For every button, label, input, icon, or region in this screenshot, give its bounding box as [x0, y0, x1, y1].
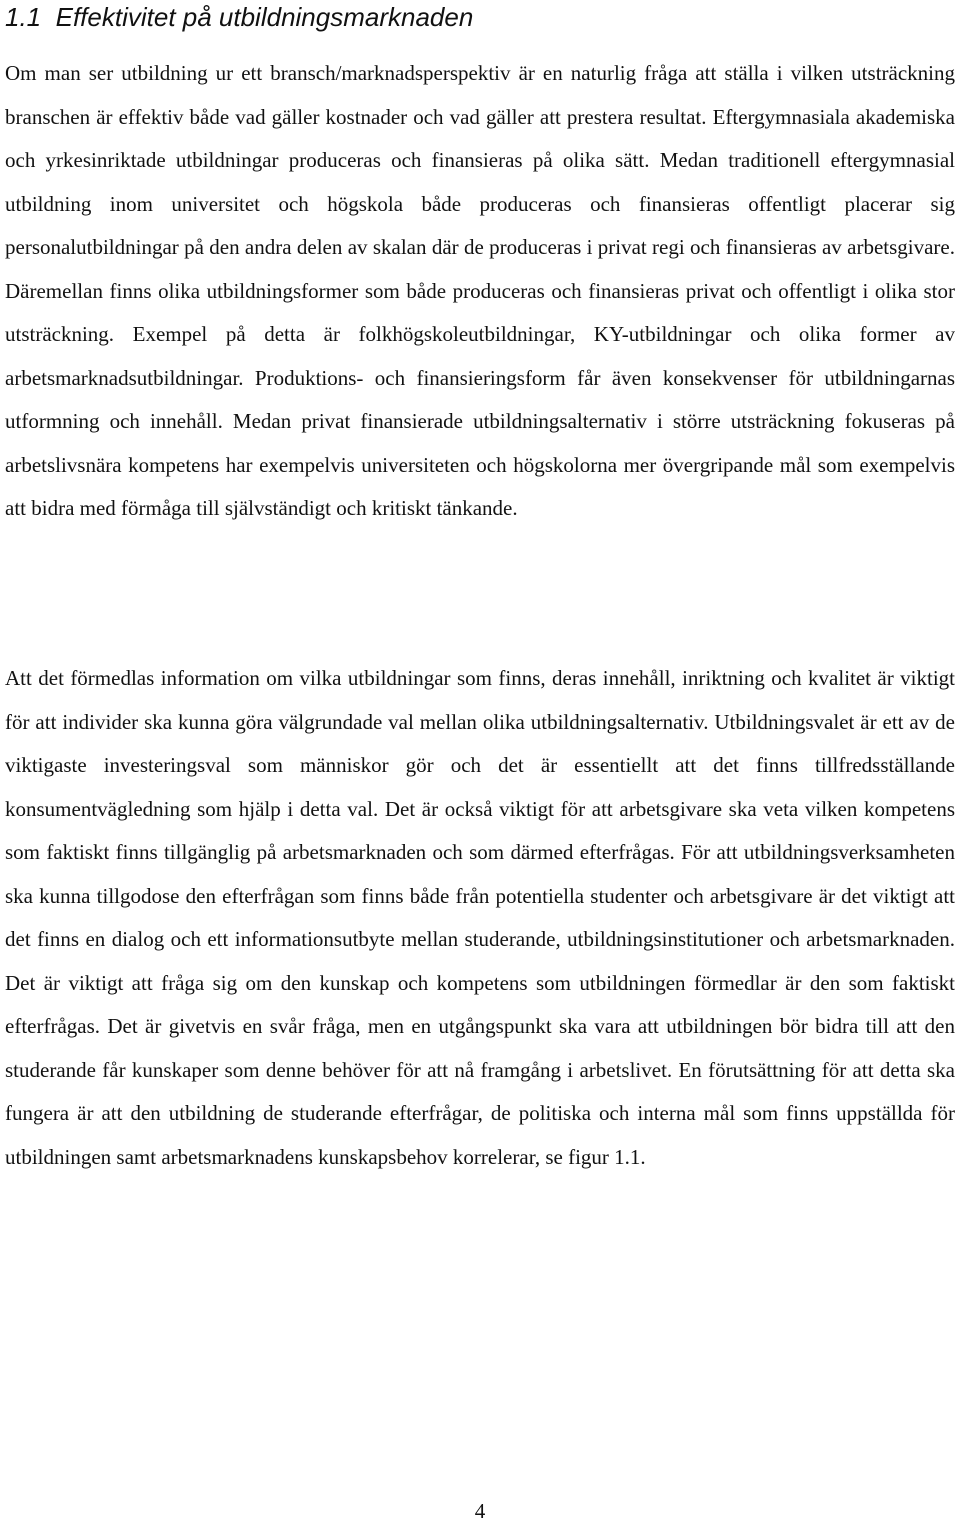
paragraph-1: Om man ser utbildning ur ett bransch/marknadsperspektiv är en naturlig fråga att ställa i vilken utsträckning branschen är effektiv både vad gäller kostnader och vad gäller att prestera resultat. Eftergymnasiala akademiska och yrkesinriktade utbildningar produceras och finansieras på olika sätt. Medan traditionell eftergymnasial utbildning inom universitet och högskola både produceras och finansieras offentligt placerar sig personalutbildningar på den andra delen av skalan där de produceras i privat regi och finansieras av arbetsgivare. Däremellan finns olika utbildningsformer som både produceras och finansieras privat och offentligt i olika stor utsträckning. Exempel på detta är folkhögskoleutbildningar, KY-utbildningar och olika former av arbetsmarknadsutbildningar. Produktions- och finansieringsform får även konsekvenser för utbildningarnas utformning och innehåll. Medan privat finansierade utbildningsalternativ i större utsträckning fokuseras på arbetslivsnära kompetens har exempelvis universiteten och högskolorna mer övergripande mål som exempelvis att bidra med förmåga till självständigt och kritiskt tänkande.	[5, 61, 955, 520]
section-heading	[5, 0, 473, 34]
page-number: 4	[474, 1499, 486, 1523]
paragraph-2: Att det förmedlas information om vilka utbildningar som finns, deras innehåll, inriktning och kvalitet är viktigt för att individer ska kunna göra välgrundade val mellan olika utbildningsalternativ. Utbildningsvalet är ett av de viktigaste investeringsval som människor gör och det är essentiellt att det finns tillfredsställande konsumentvägledning som hjälp i detta val. Det är också viktigt för att arbetsgivare ska veta vilken kompetens som faktiskt finns tillgänglig på arbetsmarknaden och som därmed efterfrågas. För att utbildningsverksamheten ska kunna tillgodose den efterfrågan som finns både från potentiella studenter och arbetsgivare är det viktigt att det finns en dialog och ett informationsutbyte mellan studerande, utbildningsinstitutioner och arbetsmarknaden. Det är viktigt att fråga sig om den kunskap och kompetens som utbildningen förmedlar är den som faktiskt efterfrågas. Det är givetvis en svår fråga, men en utgångspunkt ska vara att utbildningen bör bidra till att den studerande får kunskaper som denne behöver för att nå framgång i arbetslivet. En förutsättning för att detta ska fungera är att den utbildning de studerande efterfrågar, de politiska och interna mål som finns uppställda för utbildningen samt arbetsmarknadens kunskapsbehov korrelerar, se figur 1.1.	[5, 666, 955, 1169]
section-number: 1.1	[5, 2, 42, 32]
section-title: Effektivitet på utbildningsmarknaden	[55, 2, 474, 32]
